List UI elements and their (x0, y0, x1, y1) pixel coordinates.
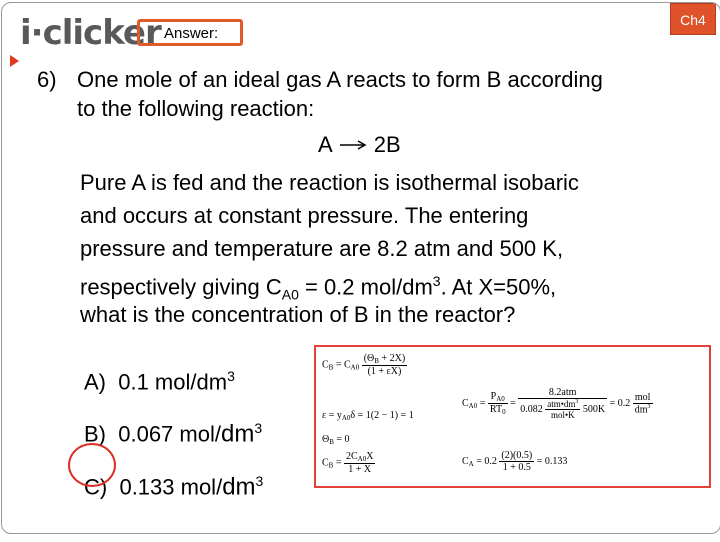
choice-b-value: 0.067 mol/ (118, 421, 221, 447)
logo-text: i·clicker (20, 13, 161, 53)
body-line-4-pre: respectively giving C (80, 274, 282, 300)
answer-choices (84, 353, 263, 510)
ca0-equation: $C_{A0}$ = $\frac{P_{A0}}{RT_0}$ = 8.2atm 0.082 $\frac{atm•dm^3}{\text{mol•K}}$ 500K = 0.2 $\frac{\text{mol}}{dm^3}$ (462, 387, 651, 420)
choice-b-exp: 3 (254, 420, 263, 437)
choice-a-value: 0.1 mol/dm (118, 369, 228, 395)
body-line-2: and occurs at constant pressure. The entering (80, 203, 529, 228)
slide (1, 2, 720, 534)
solution-box (314, 345, 711, 488)
choice-a[interactable] (84, 353, 263, 405)
body-line-4-sup: 3 (432, 273, 441, 289)
epsilon-equation: $\varepsilon = y_{A0}\delta = 1(2 - 1) = 1$ (322, 410, 414, 422)
choice-b[interactable] (84, 405, 263, 457)
body-line-1: Pure A is fed and the reaction is isothermal isobaric (80, 170, 579, 195)
cb-simplified-equation: $C_B$ = $\frac{2C_{A0}X}{1 + X}$ (322, 451, 374, 475)
reactant: A (318, 132, 332, 157)
chapter-tag: Ch4 (670, 3, 716, 35)
question-line-1: One mole of an ideal gas A reacts to form B according (77, 67, 603, 92)
reaction-arrow-icon (338, 139, 368, 151)
answer-label: Answer: (164, 25, 219, 42)
choice-b-unit: dm (220, 420, 255, 448)
body-line-3: pressure and temperature are 8.2 atm and 500 K, (80, 236, 564, 261)
choice-b-letter: B) (84, 421, 106, 447)
body-line-5: what is the concentration of B in the reactor? (80, 302, 516, 327)
choice-a-exp: 3 (227, 368, 235, 384)
question-line-2: to the following reaction: (77, 96, 315, 121)
choice-c-letter: C) (84, 473, 108, 499)
body-line-4-post: . At X=50%, (440, 274, 557, 300)
answer-box[interactable] (137, 19, 243, 46)
body-line-4-mid: = 0.2 mol/dm (298, 274, 433, 300)
choice-c-unit: dm (222, 472, 256, 500)
choice-a-letter: A) (84, 369, 106, 395)
ca-equation: $C_A = 0.2$ $\frac{(2)(0.5)}{1 + 0.5}$ = 0.133 (462, 450, 568, 473)
choice-c-exp: 3 (255, 472, 264, 489)
theta-equation: $\Theta_B = 0$ (322, 434, 350, 446)
body-line-4-sub: A0 (281, 286, 299, 303)
correct-answer-circle (68, 443, 116, 487)
choice-c-value: 0.133 mol/ (119, 473, 223, 499)
product: 2B (373, 132, 401, 157)
cb-equation: $C_B = C_{A0}$ $\frac{(\Theta_B + 2X)}{(1 + \varepsilon X)}$ (322, 353, 406, 377)
question-number: 6) (37, 67, 57, 92)
reaction-equation (318, 132, 401, 158)
